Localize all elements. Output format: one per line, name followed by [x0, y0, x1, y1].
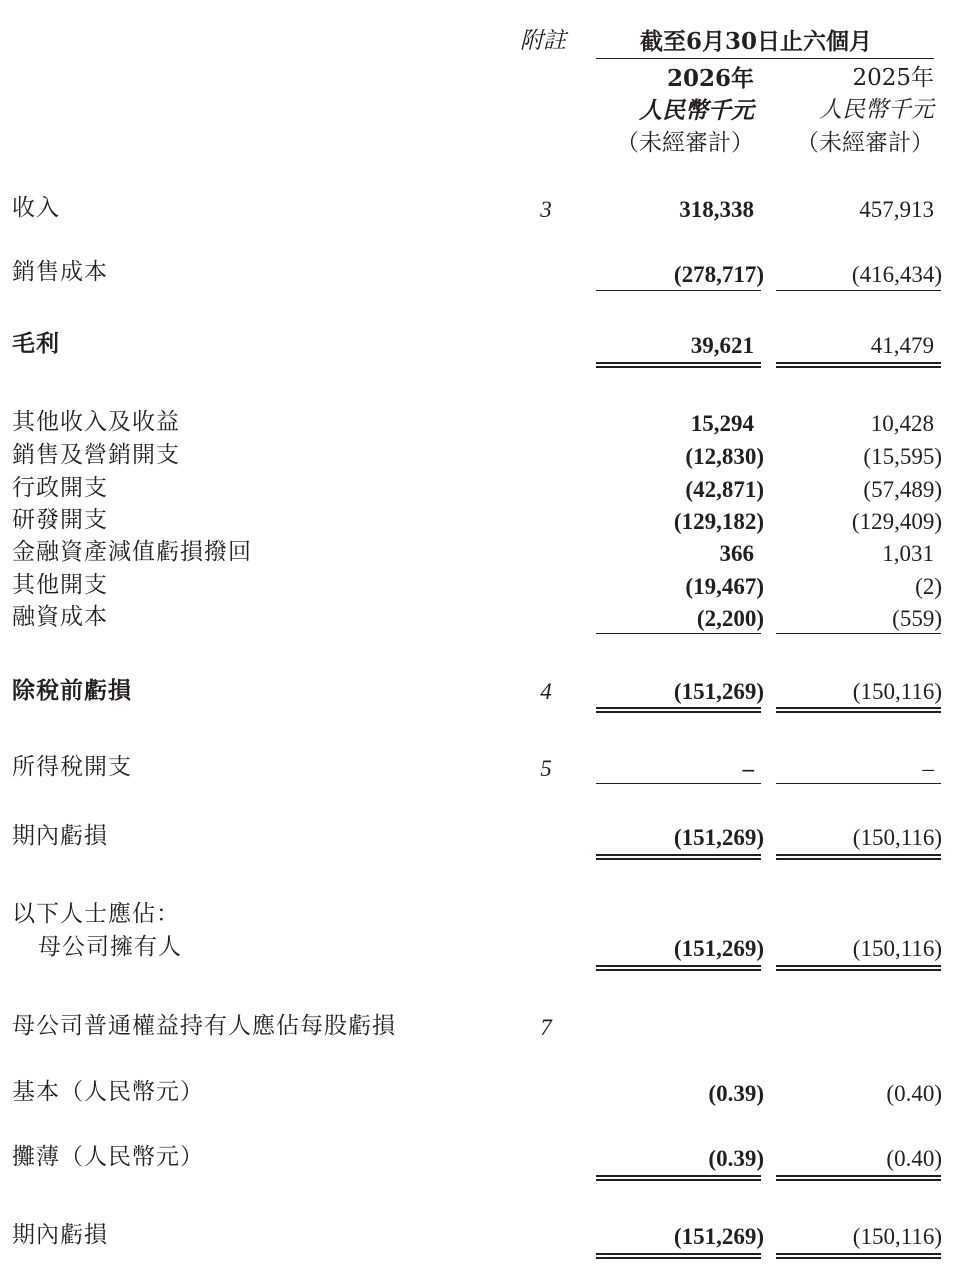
- row-label-loss-for-period: 期內虧損: [12, 823, 108, 849]
- value-2025-other-expenses: (2): [915, 574, 942, 599]
- row-label-other-expenses: 其他開支: [12, 572, 108, 598]
- row-label-impairment-reversal: 金融資產減值虧損撥回: [12, 539, 252, 565]
- total-double-line-2026: [596, 1175, 761, 1181]
- value-2026-selling-expenses: (12,830): [685, 444, 764, 469]
- value-2025-cost-of-sales: (416,434): [851, 262, 942, 287]
- total-double-line-2026: [596, 965, 761, 971]
- status-2026-header: （未經審計）: [616, 130, 754, 156]
- subtotal-line-2026: [596, 633, 761, 634]
- value-2026-owners-of-parent: (151,269): [673, 936, 764, 961]
- row-label-gross-profit: 毛利: [12, 330, 60, 357]
- value-2025-loss-for-period-2: (150,116): [852, 1224, 942, 1249]
- value-2026-admin-expenses: (42,871): [685, 477, 764, 502]
- value-2025-basic-eps: (0.40): [886, 1081, 942, 1106]
- row-label-owners-of-parent: 母公司擁有人: [38, 934, 182, 960]
- total-double-line-2025: [776, 1253, 941, 1259]
- value-2025-selling-expenses: (15,595): [863, 444, 942, 469]
- row-label-admin-expenses: 行政開支: [12, 475, 108, 501]
- row-note-income-tax: 5: [540, 756, 552, 781]
- note-column-header: 附註: [520, 28, 566, 54]
- subtotal-line-2026: [596, 783, 761, 784]
- value-2026-loss-before-tax: (151,269): [673, 679, 764, 704]
- row-label-cost-of-sales: 銷售成本: [12, 259, 108, 285]
- row-note-loss-before-tax: 4: [540, 679, 552, 704]
- value-2026-cost-of-sales: (278,717): [673, 262, 764, 287]
- value-2026-other-income: 15,294: [690, 411, 754, 436]
- value-2025-admin-expenses: (57,489): [863, 477, 942, 502]
- row-label-basic-eps: 基本（人民幣元）: [12, 1079, 204, 1105]
- total-double-line-2026: [596, 1253, 761, 1259]
- value-2025-revenue: 457,913: [859, 197, 934, 222]
- value-2026-impairment-reversal: 366: [719, 541, 754, 566]
- value-2025-rd-expenses: (129,409): [851, 509, 942, 534]
- value-2026-basic-eps: (0.39): [708, 1081, 764, 1106]
- row-label-rd-expenses: 研發開支: [12, 507, 108, 533]
- row-label-loss-for-period-2: 期內虧損: [12, 1222, 108, 1248]
- value-2026-diluted-eps: (0.39): [708, 1146, 764, 1171]
- value-2025-income-tax: –: [922, 756, 934, 781]
- row-label-selling-expenses: 銷售及營銷開支: [12, 442, 180, 468]
- value-2026-loss-for-period-2: (151,269): [673, 1224, 764, 1249]
- value-2025-other-income: 10,428: [870, 411, 934, 436]
- value-2025-impairment-reversal: 1,031: [882, 541, 934, 566]
- row-label-eps-heading: 母公司普通權益持有人應佔每股虧損: [12, 1013, 396, 1039]
- total-double-line-2025: [776, 965, 941, 971]
- unit-2026-header: 人民幣千元: [639, 97, 754, 124]
- value-2026-rd-expenses: (129,182): [673, 509, 764, 534]
- value-2026-gross-profit: 39,621: [690, 333, 754, 358]
- value-2025-finance-costs: (559): [892, 606, 942, 631]
- total-double-line-2025: [776, 707, 941, 713]
- row-label-finance-costs: 融資成本: [12, 604, 108, 630]
- total-double-line-2026: [596, 362, 761, 368]
- year-2025-header: 2025年: [852, 65, 934, 91]
- subtotal-line-2025: [776, 783, 941, 784]
- row-label-income-tax: 所得稅開支: [12, 754, 132, 780]
- year-2026-header: 2026年: [666, 65, 754, 92]
- value-2025-loss-for-period: (150,116): [852, 825, 942, 850]
- total-double-line-2025: [776, 1175, 941, 1181]
- value-2026-income-tax: –: [742, 756, 754, 781]
- status-2025-header: （未經審計）: [796, 130, 934, 156]
- value-2026-loss-for-period: (151,269): [673, 825, 764, 850]
- row-label-revenue: 收入: [12, 195, 60, 221]
- value-2026-revenue: 318,338: [679, 197, 754, 222]
- total-double-line-2026: [596, 707, 761, 713]
- period-header: 截至6月30日止六個月: [640, 28, 873, 55]
- row-note-eps: 7: [540, 1015, 552, 1040]
- unit-2025-header: 人民幣千元: [819, 97, 934, 123]
- row-label-diluted-eps: 攤薄（人民幣元）: [12, 1144, 204, 1170]
- value-2026-other-expenses: (19,467): [685, 574, 764, 599]
- subtotal-line-2025: [776, 290, 941, 291]
- row-note-revenue: 3: [540, 197, 552, 222]
- row-label-attributable-to: 以下人士應佔：: [12, 901, 180, 927]
- value-2025-gross-profit: 41,479: [870, 333, 934, 358]
- row-label-loss-before-tax: 除稅前虧損: [12, 677, 132, 704]
- value-2026-finance-costs: (2,200): [696, 606, 764, 631]
- value-2025-owners-of-parent: (150,116): [852, 936, 942, 961]
- value-2025-diluted-eps: (0.40): [886, 1146, 942, 1171]
- total-double-line-2025: [776, 854, 941, 860]
- period-header-underline: [596, 58, 934, 59]
- total-double-line-2026: [596, 854, 761, 860]
- total-double-line-2025: [776, 362, 941, 368]
- value-2025-loss-before-tax: (150,116): [852, 679, 942, 704]
- subtotal-line-2026: [596, 290, 761, 291]
- row-label-other-income: 其他收入及收益: [12, 409, 180, 435]
- subtotal-line-2025: [776, 633, 941, 634]
